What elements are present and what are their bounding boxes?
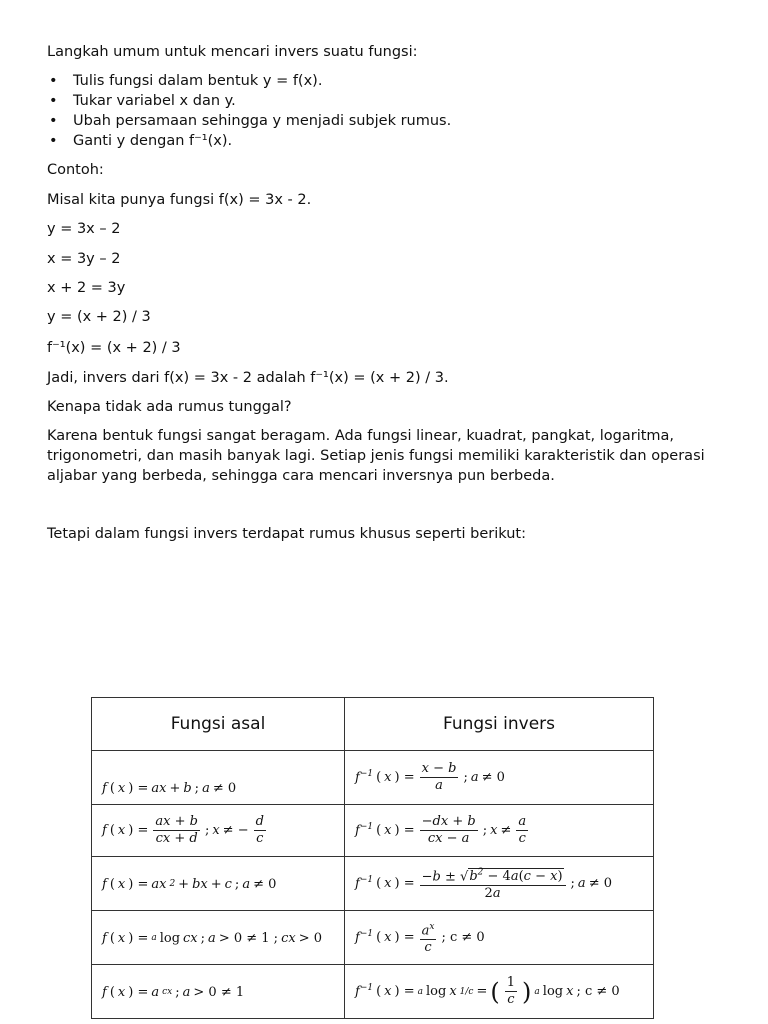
example-line: f⁻¹(x) = (x + 2) / 3 <box>47 340 181 356</box>
table-row <box>92 965 654 1019</box>
table-row <box>92 911 654 965</box>
intro-text: Langkah umum untuk mencari invers suatu fungsi: <box>47 44 418 60</box>
formula-inverse-exponential: $f^{-1}$ ( x ) = a log x 1/c = ( $\frac{1}{c}$ ) a log x ; c ≠ 0 <box>345 965 654 1019</box>
table-row <box>92 751 654 805</box>
example-line: y = 3x – 2 <box>47 221 121 237</box>
table-header-row <box>92 698 654 751</box>
list-item: • Ganti y dengan f⁻¹(x). <box>47 131 451 151</box>
conclusion-text: Jadi, invers dari f(x) = 3x - 2 adalah f⁻¹(x) = (x + 2) / 3. <box>47 370 449 386</box>
explanation-paragraph: Karena bentuk fungsi sangat beragam. Ada fungsi linear, kuadrat, pangkat, logaritma, trigonometri, dan masih banyak lagi. Setiap jenis fungsi memiliki karakteristik dan operasi aljabar yang berbeda, sehingga cara mencari inversnya pun berbeda. <box>47 428 705 484</box>
table-row <box>92 857 654 911</box>
formula-inverse-linear: $f^{-1}$ ( x ) = $\frac{x - b}{a}$ ; a ≠ 0 <box>345 751 654 805</box>
formula-original-quadratic: f ( x ) = ax 2 + bx + c ; a ≠ 0 <box>92 857 345 911</box>
formula-inverse-rational: $f^{-1}$ ( x ) = $\frac{-dx + b}{cx - a}$ ; x ≠ $\frac{a}{c}$ <box>345 805 654 857</box>
steps-list <box>47 71 451 151</box>
example-intro: Misal kita punya fungsi f(x) = 3x - 2. <box>47 192 312 208</box>
column-header-original: Fungsi asal <box>92 698 345 751</box>
formula-inverse-quadratic: $f^{-1}$ ( x ) = $\frac{-b \pm √b^2 - 4a(c - x)}{2a}$ ; a ≠ 0 <box>345 857 654 911</box>
example-line: y = (x + 2) / 3 <box>47 309 151 325</box>
table-row <box>92 805 654 857</box>
formula-table <box>91 697 654 1019</box>
formula-original-rational: f ( x ) = $\frac{ax + b}{cx + d}$ ; x ≠ − $\frac{d}{c}$ <box>92 805 345 857</box>
formula-original-logarithmic: f ( x ) = a log cx ; a > 0 ≠ 1 ; cx > 0 <box>92 911 345 965</box>
list-item: • Tukar variabel x dan y. <box>47 91 451 111</box>
question-heading: Kenapa tidak ada rumus tunggal? <box>47 399 292 415</box>
formula-original-exponential: f ( x ) = a cx ; a > 0 ≠ 1 <box>92 965 345 1019</box>
example-line: x = 3y – 2 <box>47 251 121 267</box>
formula-inverse-logarithmic: $f^{-1}$ ( x ) = $\frac{a^x}{c}$ ; c ≠ 0 <box>345 911 654 965</box>
list-item: • Ubah persamaan sehingga y menjadi subjek rumus. <box>47 111 451 131</box>
column-header-inverse: Fungsi invers <box>345 698 654 751</box>
table-intro: Tetapi dalam fungsi invers terdapat rumus khusus seperti berikut: <box>47 526 527 542</box>
example-heading: Contoh: <box>47 162 104 178</box>
formula-original-linear: f ( x ) = ax + b ; a ≠ 0 <box>92 751 345 805</box>
example-line: x + 2 = 3y <box>47 280 126 296</box>
list-item: • Tulis fungsi dalam bentuk y = f(x). <box>47 71 451 91</box>
